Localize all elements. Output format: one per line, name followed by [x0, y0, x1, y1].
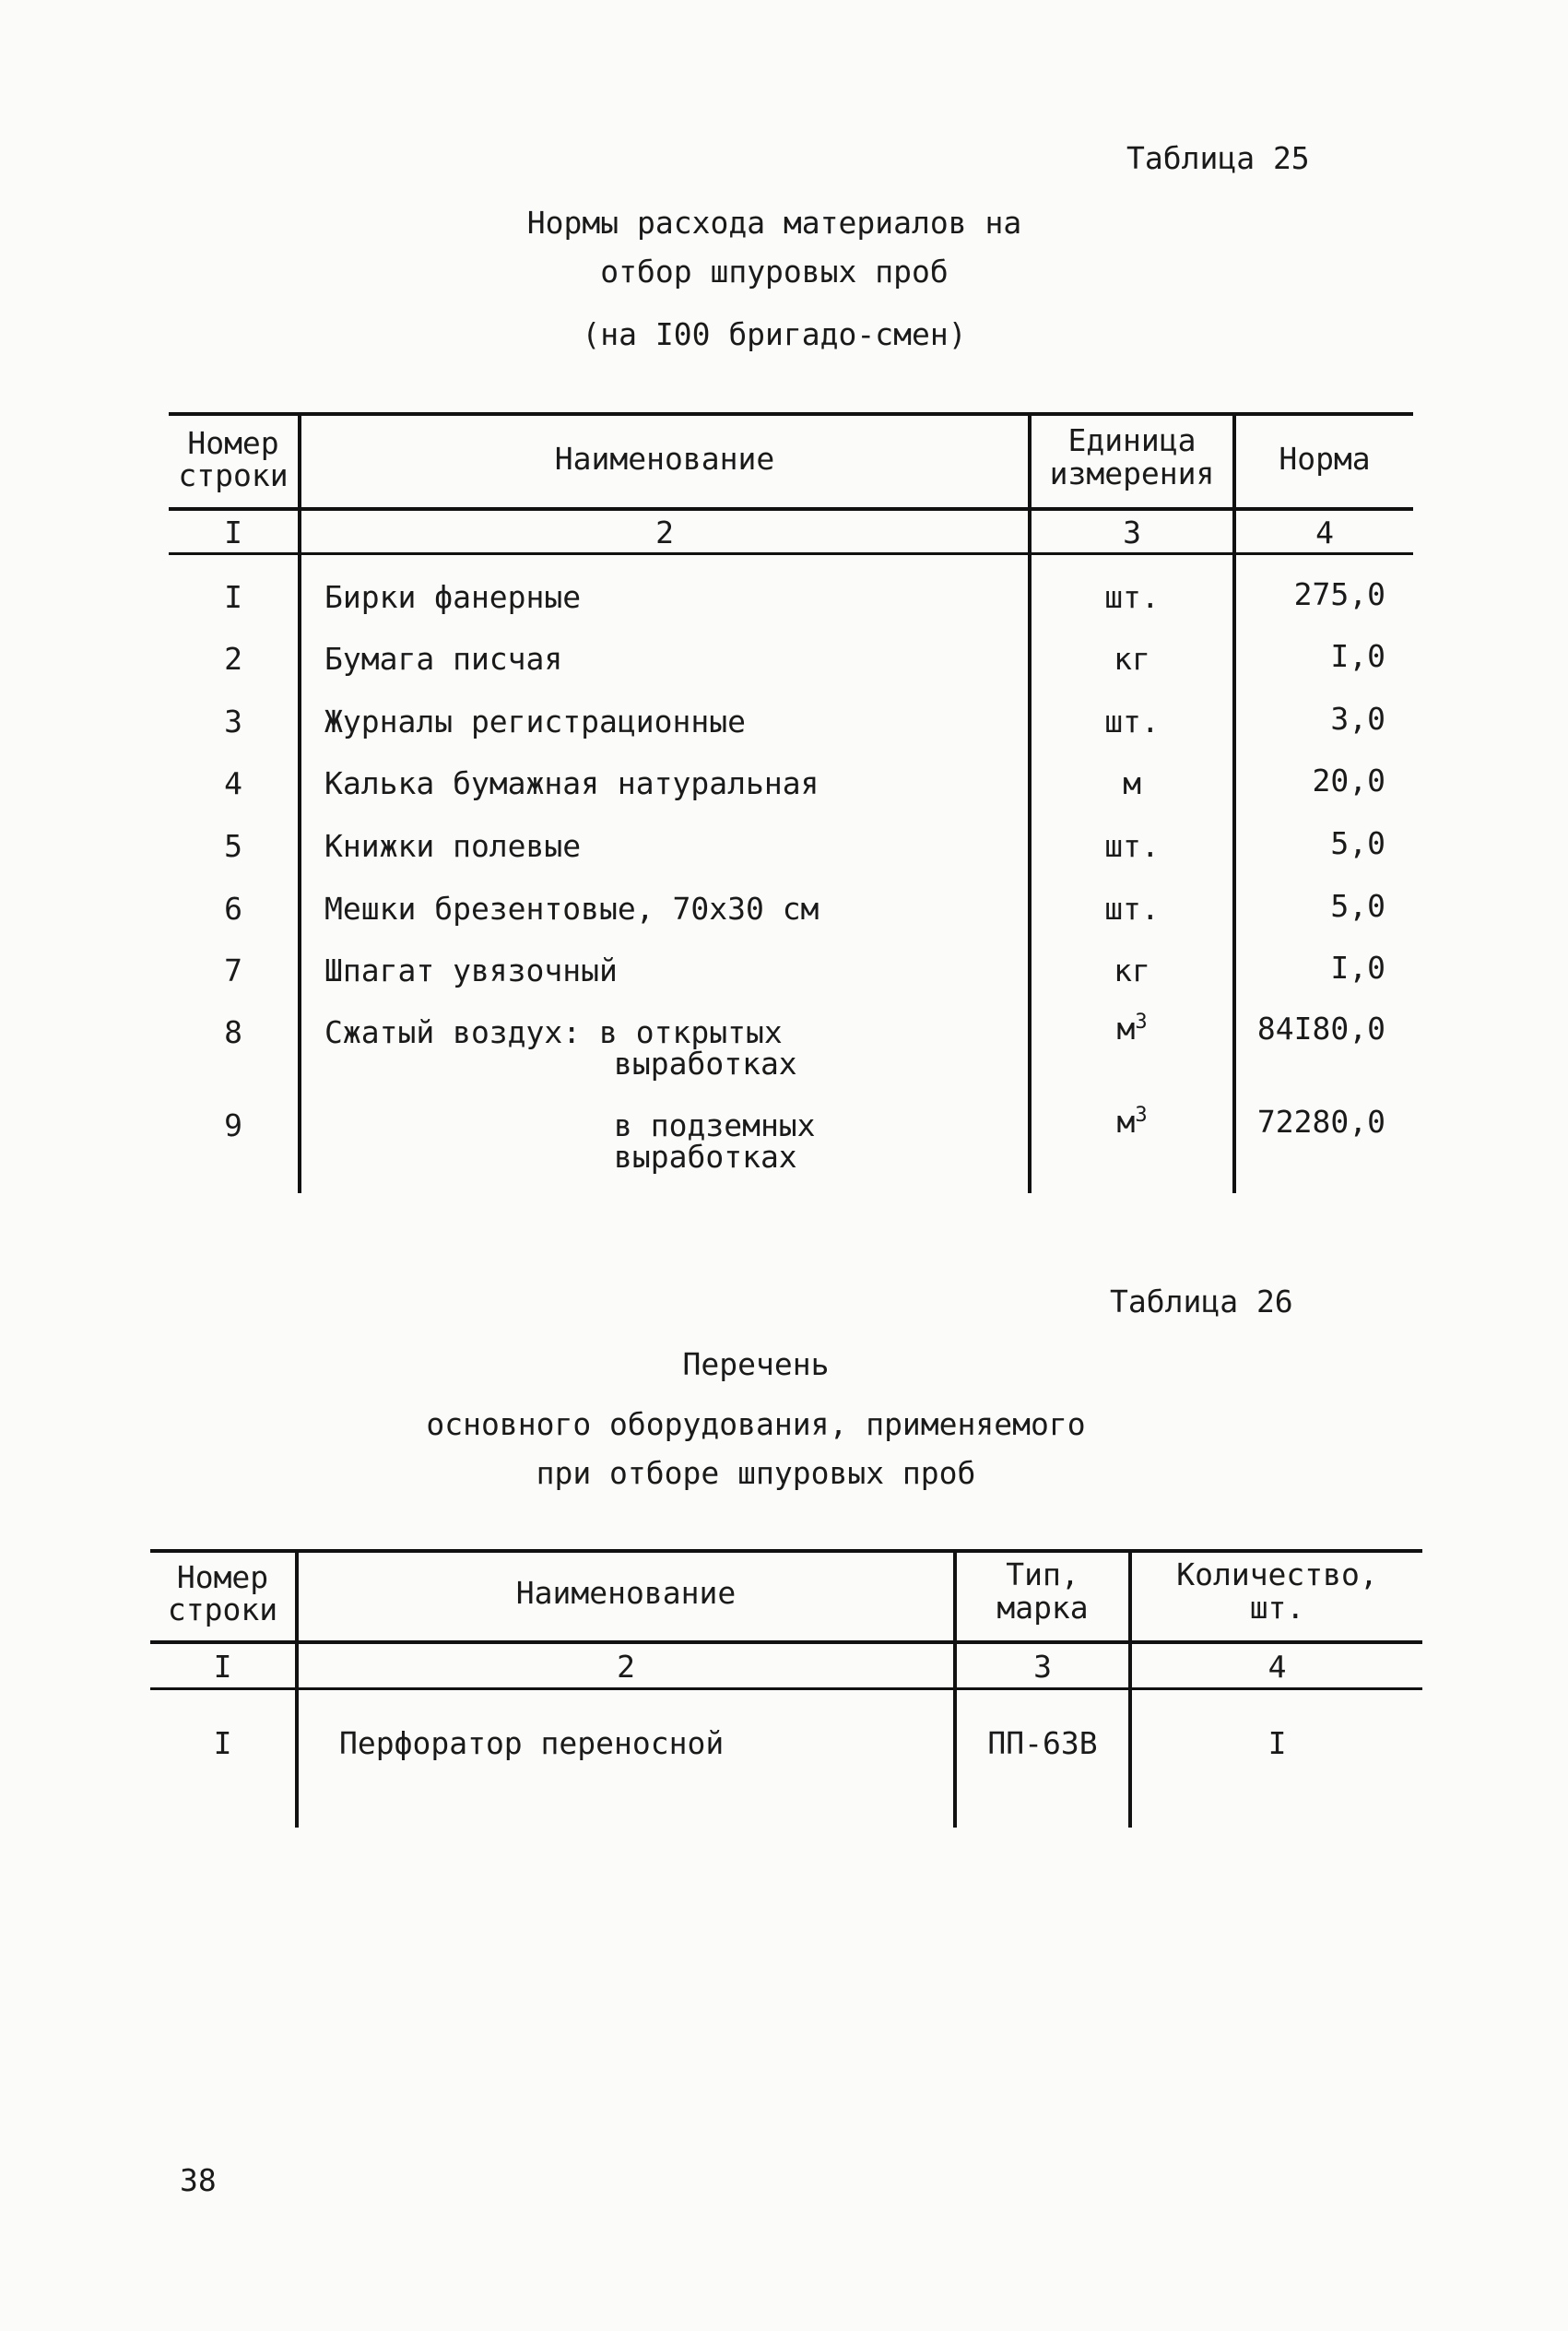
row-name: Мешки брезентовые, 70х30 см	[324, 891, 819, 927]
row-unit: кг	[1114, 641, 1150, 677]
table-25-subtitle: (на I00 бригадо-смен)	[582, 316, 967, 352]
table-25-title-line-2: отбор шпуровых проб	[600, 254, 949, 290]
row-unit	[1032, 1012, 1232, 1046]
table-25-numbers-rule	[169, 552, 1413, 555]
row-number: 4	[224, 765, 242, 801]
row-name: Бирки фанерные	[324, 579, 582, 615]
table-26-title-line-3: при отборе шпуровых проб	[536, 1455, 976, 1491]
table-25-header-col4: Норма	[1279, 441, 1371, 477]
row-name-continued: выработках	[614, 1046, 797, 1082]
table-26-label: Таблица 26	[1110, 1284, 1293, 1319]
table-25-colnum-4: 4	[1315, 515, 1334, 550]
table-25-header-col3-line2: измерения	[1049, 456, 1215, 491]
row-number: 5	[224, 828, 242, 864]
table-25-label: Таблица 25	[1126, 140, 1310, 176]
table-26-colnum-1: I	[213, 1649, 232, 1685]
table-26-colnum-3: 3	[1033, 1649, 1052, 1685]
unit-superscript: 3	[1135, 1104, 1148, 1127]
table-25-colnum-2: 2	[655, 515, 674, 550]
row-number: 3	[224, 704, 242, 740]
row-number: 6	[224, 891, 242, 927]
row-unit: шт.	[1104, 891, 1160, 927]
row-norm: 5,0	[1330, 825, 1385, 861]
row-norm: 275,0	[1293, 576, 1385, 612]
table-25-header-rule	[169, 507, 1413, 511]
row-unit	[1032, 1106, 1232, 1139]
table-26-numbers-rule	[150, 1687, 1422, 1690]
row-name: в подземных	[614, 1107, 816, 1143]
row-name: Сжатый воздух: в открытых	[324, 1014, 783, 1050]
table-26-title-line-1: Перечень	[682, 1346, 830, 1382]
unit-base: м	[1116, 1011, 1136, 1047]
row-norm: 72280,0	[1256, 1104, 1385, 1140]
table-25-header-col3-line1: Единица	[1067, 422, 1197, 458]
table-25-colnum-1: I	[224, 515, 242, 550]
table-26-header-col1-line2: строки	[167, 1591, 278, 1627]
row-name: Книжки полевые	[324, 828, 582, 864]
row-norm: 84I80,0	[1256, 1011, 1385, 1047]
row-name: Журналы регистрационные	[324, 704, 746, 740]
row-norm: I,0	[1330, 638, 1385, 674]
table-25-title-line-1: Нормы расхода материалов на	[526, 205, 1022, 241]
table-26-header-col1-line1: Номер	[176, 1559, 269, 1595]
row-norm: I,0	[1330, 950, 1385, 986]
table-26-colnum-4: 4	[1267, 1649, 1287, 1685]
row-type: ПП-63В	[987, 1725, 1098, 1761]
row-number: 8	[224, 1014, 242, 1050]
table-26-header-col3-line2: марка	[996, 1590, 1089, 1626]
unit-superscript: 3	[1135, 1011, 1148, 1034]
row-norm: 20,0	[1312, 763, 1385, 799]
table-26-title-line-2: основного оборудования, применяемого	[426, 1406, 1086, 1442]
table-25-header-col1-line2: строки	[178, 457, 289, 493]
table-26-header-col4-line2: шт.	[1249, 1590, 1305, 1626]
table-26-header-col4-line1: Количество,	[1176, 1556, 1378, 1592]
row-name: Шпагат увязочный	[324, 953, 618, 988]
row-name: Калька бумажная натуральная	[324, 765, 819, 801]
table-26-colnum-2: 2	[617, 1649, 635, 1685]
row-norm: 3,0	[1330, 701, 1385, 737]
table-25-colnum-3: 3	[1123, 515, 1141, 550]
table-26-top-rule	[150, 1549, 1422, 1553]
table-26-header-col2: Наименование	[515, 1575, 737, 1611]
row-name: Перфоратор переносной	[339, 1725, 725, 1761]
row-quantity: I	[1267, 1725, 1287, 1761]
table-26-header-rule	[150, 1640, 1422, 1644]
table-25-header-col1-line1: Номер	[187, 425, 279, 461]
row-number: 7	[224, 953, 242, 988]
row-unit: кг	[1114, 953, 1150, 988]
row-unit: шт.	[1104, 579, 1160, 615]
page-number: 38	[180, 2162, 217, 2198]
table-26-header-col3-line1: Тип,	[1006, 1556, 1079, 1592]
table-25-header-col2: Наименование	[554, 441, 775, 477]
row-number: 2	[224, 641, 242, 677]
row-name: Бумага писчая	[324, 641, 563, 677]
row-number: 9	[224, 1107, 242, 1143]
row-norm: 5,0	[1330, 888, 1385, 924]
row-unit: шт.	[1104, 704, 1160, 740]
unit-base: м	[1116, 1104, 1136, 1140]
table-25-top-rule	[169, 412, 1413, 416]
row-unit: шт.	[1104, 828, 1160, 864]
row-name-continued: выработках	[614, 1139, 797, 1175]
row-number: I	[213, 1725, 232, 1761]
row-unit: м	[1123, 765, 1141, 801]
row-number: I	[224, 579, 242, 615]
